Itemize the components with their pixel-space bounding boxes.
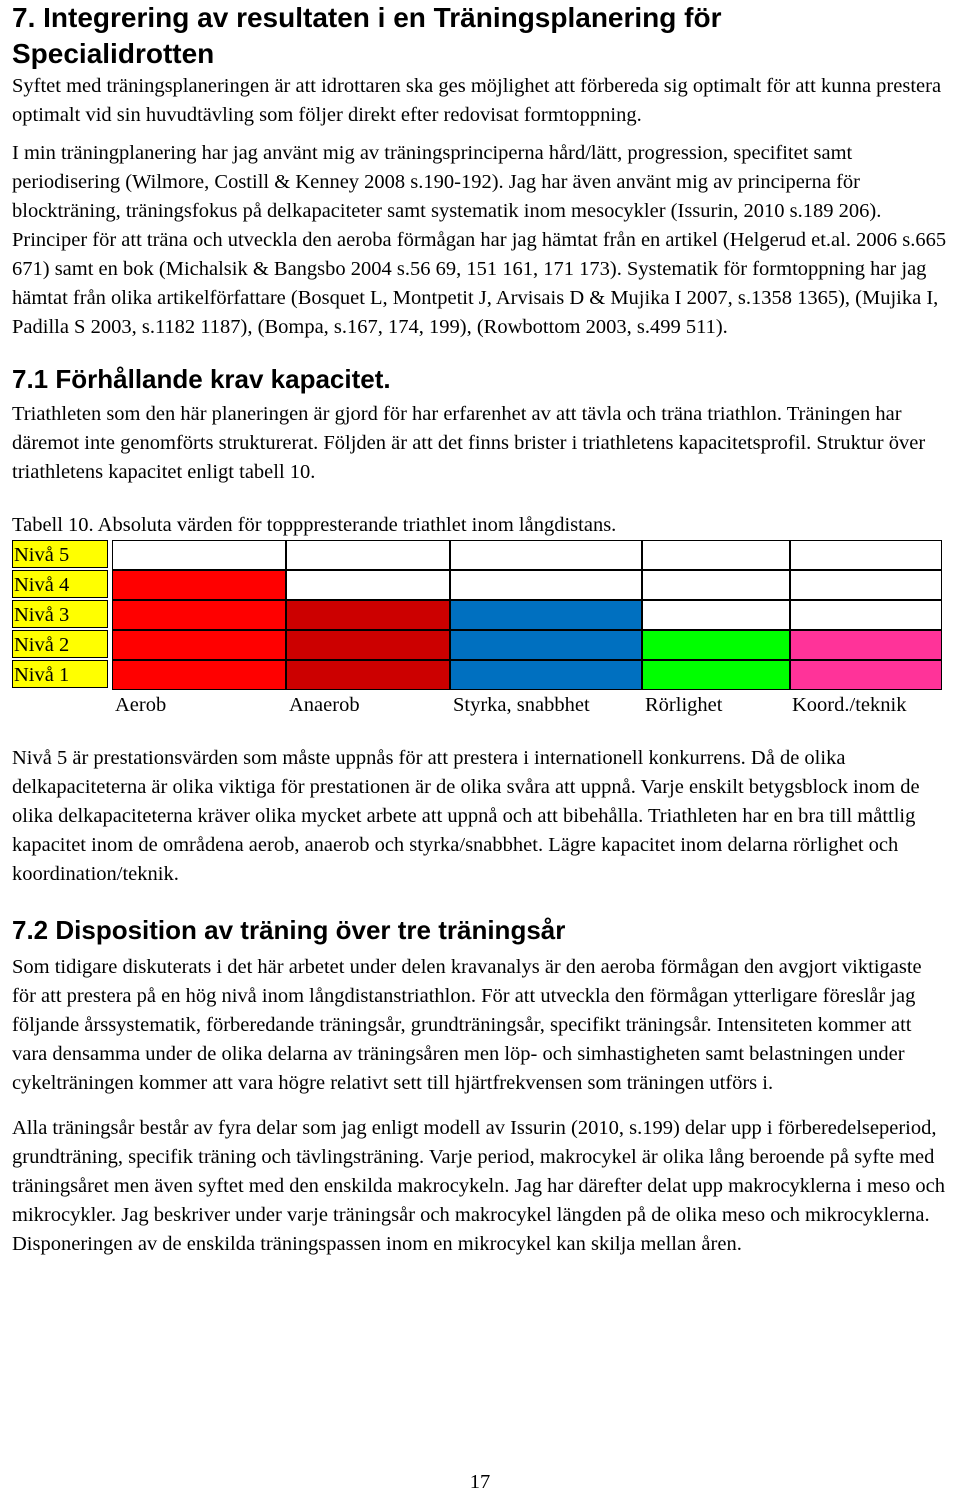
section-7-2-paragraph-1: Som tidigare diskuterats i det här arbetet under delen kravanalys är den aeroba förmågan den avgjort viktigaste för att prestera på en hög nivå inom långdistanstriathlon. För att utveckla den förmågan ytterligare föreslår jag följande årssystematik, förberedande träningsår, grundträningsår, specifikt träningsår. Intensiteten kommer att vara densamma under de olika delarna av träningsåren men löp- och simhastigheten samt belastningen under cykelträningen kommer att vara högre relativt sett till hjärtfrekvensen som träningen utförs i.: [12, 956, 922, 1094]
level-cell-rörlighet-1: [642, 660, 790, 690]
level-cell-rörlighet-4: [642, 570, 790, 600]
section-7-2-heading: 7.2 Disposition av träning över tre träningsår: [12, 915, 566, 945]
section-7-1-heading: 7.1 Förhållande krav kapacitet.: [12, 364, 391, 394]
table-caption: Tabell 10. Absoluta värden för topppresterande triathlet inom långdistans.: [12, 514, 617, 536]
level-cell-aerob-4: [112, 570, 286, 600]
document-page: [12, 0, 948, 1259]
capacity-level-table: [12, 540, 944, 726]
intro-paragraph-1: Syftet med träningsplaneringen är att idrottaren ska ges möjlighet att förbereda sig optimalt för att kunna prestera optimalt vid sin huvudtävling som följer direkt efter redovisat formtoppning.: [12, 75, 942, 126]
level-cell-styrka-snabbhet-2: [450, 630, 642, 660]
level-cell-styrka-snabbhet-3: [450, 600, 642, 630]
level-cell-aerob-2: [112, 630, 286, 660]
level-cell-aerob-3: [112, 600, 286, 630]
level-cell-styrka-snabbhet-1: [450, 660, 642, 690]
level-cell-rörlighet-3: [642, 600, 790, 630]
column-label-rorlighet: Rörlighet: [645, 694, 723, 716]
chapter-heading-line1: 7. Integrering av resultaten i en Träningsplanering för: [12, 2, 722, 33]
column-label-koord-teknik: Koord./teknik: [792, 694, 907, 716]
level-cell-aerob-5: [112, 540, 286, 570]
level-cell-koord-teknik-2: [790, 630, 942, 660]
level-cell-koord-teknik-1: [790, 660, 942, 690]
level-label-1: Nivå 1: [12, 660, 108, 688]
page-number: 17: [469, 1471, 491, 1493]
level-cell-anaerob-4: [286, 570, 450, 600]
level-cell-anaerob-1: [286, 660, 450, 690]
level-cell-anaerob-5: [286, 540, 450, 570]
level-label-4: Nivå 4: [12, 570, 108, 598]
level-cell-styrka-snabbhet-5: [450, 540, 642, 570]
intro-paragraph-2: I min träningplanering har jag använt mig av träningsprinciperna hård/lätt, progression, specifitet samt periodisering (Wilmore, Costill & Kenney 2008 s.190-192). Jag har även använt mig av principerna för blockträning, träningsfokus på delkapaciteter samt systematik inom mesocykler (Issurin, 2010 s.189 206). Principer för att träna och utveckla den aeroba förmågan har jag hämtat från en artikel (Helgerud et.al. 2006 s.665 671) samt en bok (Michalsik & Bangsbo 2004 s.56 69, 151 161, 171 173). Systematik för formtoppning har jag hämtat från olika artikelförfattare (Bosquet L, Montpetit J, Arvisais D & Mujika I 2007, s.1358 1365), (Mujika I, Padilla S 2003, s.1182 1187), (Bompa, s.167, 174, 199), (Rowbottom 2003, s.499 511).: [12, 142, 947, 338]
level-cell-rörlighet-2: [642, 630, 790, 660]
level-cell-aerob-1: [112, 660, 286, 690]
level-cell-koord-teknik-3: [790, 600, 942, 630]
level-label-5: Nivå 5: [12, 540, 108, 568]
level-cell-koord-teknik-5: [790, 540, 942, 570]
level-cell-anaerob-3: [286, 600, 450, 630]
level-cell-rörlighet-5: [642, 540, 790, 570]
section-7-2-paragraph-2: Alla träningsår består av fyra delar som jag enligt modell av Issurin (2010, s.199) delar upp i förberedelseperiod, grundträning, specifik träning och tävlingsträning. Varje period, makrocykel är olika lång beroende på syfte med träningsåret men även syftet med den enskilda makrocykeln. Jag har därefter delat upp makrocyklerna i meso och mikrocykler. Jag beskriver under varje träningsår och makrocykel längden på de olika meso och mikrocyklerna. Disponeringen av de enskilda träningspassen inom en mikrocykel kan skilja mellan åren.: [12, 1117, 945, 1255]
column-label-aerob: Aerob: [115, 694, 167, 716]
level-label-3: Nivå 3: [12, 600, 108, 628]
column-label-anaerob: Anaerob: [289, 694, 360, 716]
chapter-heading: [12, 0, 948, 72]
level-cell-anaerob-2: [286, 630, 450, 660]
section-7-1-paragraph: Triathleten som den här planeringen är gjord för har erfarenhet av att tävla och träna triathlon. Träningen har däremot inte genomförts strukturerat. Följden är att det finns brister i triathletens kapacitetsprofil. Struktur över triathletens kapacitet enligt tabell 10.: [12, 403, 926, 483]
level-cell-styrka-snabbhet-4: [450, 570, 642, 600]
table-explanation-paragraph: Nivå 5 är prestationsvärden som måste uppnås för att prestera i internationell konkurrens. Då de olika delkapaciteterna är olika viktiga för prestationen är de olika svåra att uppnå. Varje enskilt betygsblock inom de olika delkapaciteterna kräver olika mycket arbete att uppnå och att bibehålla. Triathleten har en bra till måttlig kapacitet inom de områdena aerob, anaerob och styrka/snabbhet. Lägre kapacitet inom delarna rörlighet och koordination/teknik.: [12, 747, 920, 885]
level-label-2: Nivå 2: [12, 630, 108, 658]
level-cell-koord-teknik-4: [790, 570, 942, 600]
chapter-heading-line2: Specialidrotten: [12, 38, 215, 69]
column-label-styrka-snabbhet: Styrka, snabbhet: [453, 694, 590, 716]
